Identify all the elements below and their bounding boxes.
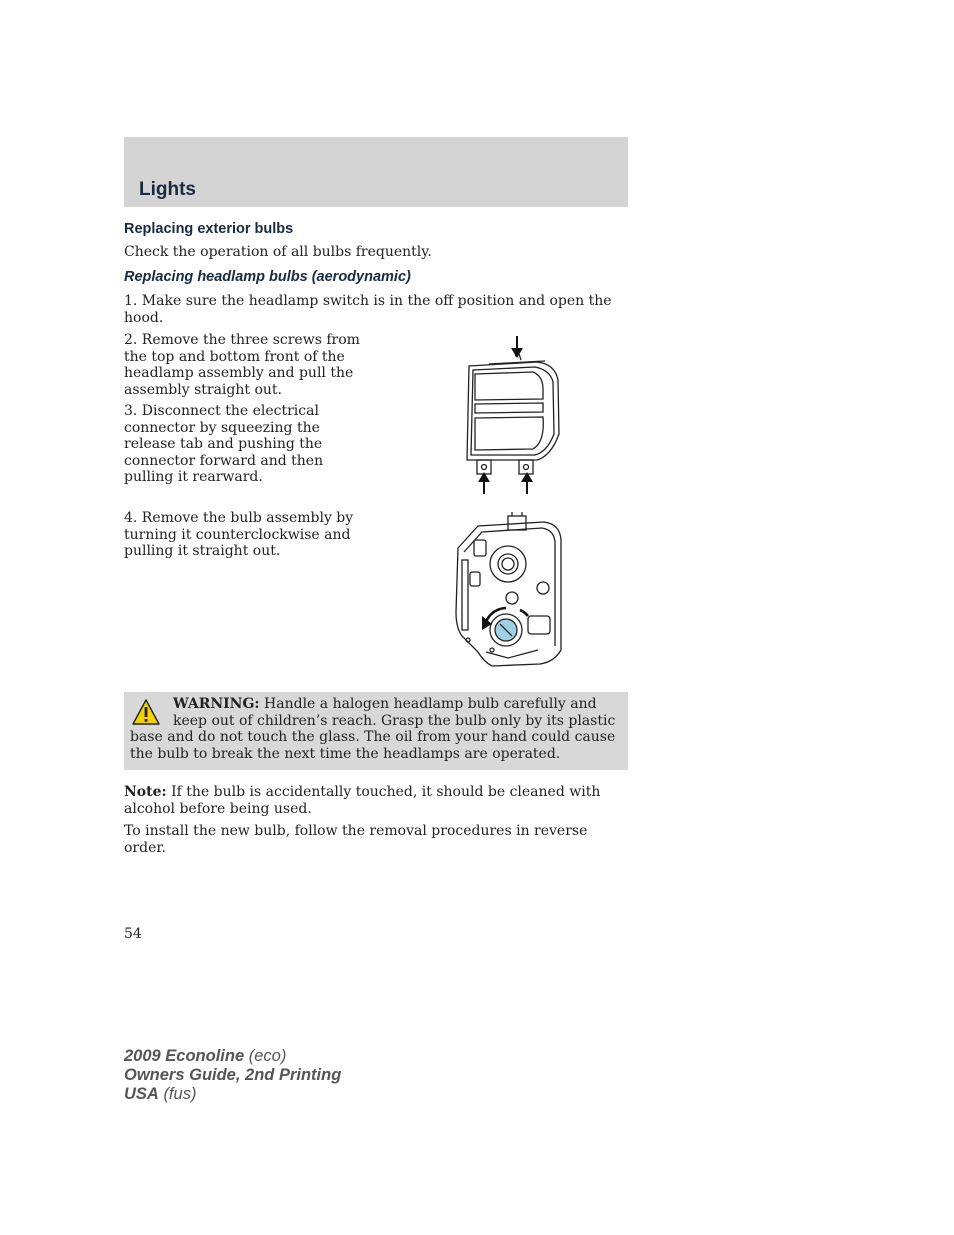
- footer-edition: Owners Guide, 2nd Printing: [124, 1066, 342, 1084]
- step-2: 2. Remove the three screws from the top and bottom front of the headlamp assembly and pull the assembly straight out.: [124, 332, 360, 398]
- install-paragraph: To install the new bulb, follow the removal procedures in reverse order.: [124, 823, 588, 856]
- section-heading: Replacing exterior bulbs: [124, 221, 294, 237]
- footer-line-1: [124, 1047, 341, 1066]
- step-4: 4. Remove the bulb assembly by turning it counterclockwise and pulling it straight out.: [124, 510, 354, 559]
- intro-paragraph: Check the operation of all bulbs frequently.: [124, 244, 432, 260]
- footer-line-3: [124, 1085, 341, 1104]
- section-header-band: [124, 137, 628, 207]
- footer-line-2: [124, 1066, 341, 1085]
- page-title: Lights: [139, 179, 196, 200]
- footer-imprint: [124, 1047, 341, 1104]
- warning-body: Handle a halogen headlamp bulb carefully and keep out of children’s reach. Grasp the bulb only by its plastic base and do not touch the glass. The oil from your hand could cause the bulb to break the next time the headlamps are operated.: [130, 696, 616, 762]
- note-label: Note:: [124, 784, 167, 800]
- footer-region-code: (fus): [163, 1085, 197, 1103]
- warning-box: [124, 692, 628, 770]
- footer-region: USA: [124, 1085, 159, 1103]
- step-1: 1. Make sure the headlamp switch is in the off position and open the hood.: [124, 293, 612, 326]
- note-body: If the bulb is accidentally touched, it should be cleaned with alcohol before being used.: [124, 784, 601, 817]
- page-number: 54: [124, 926, 142, 942]
- warning-label: WARNING:: [173, 696, 260, 712]
- footer-model: 2009 Econoline: [124, 1047, 245, 1065]
- warning-text: [130, 696, 620, 762]
- subsection-heading: Replacing headlamp bulbs (aerodynamic): [124, 269, 411, 285]
- note-paragraph: [124, 784, 614, 817]
- bulb-removal-illustration: [448, 512, 566, 674]
- headlamp-assembly-illustration: [455, 334, 575, 496]
- footer-model-code: (eco): [248, 1047, 287, 1065]
- step-3: 3. Disconnect the electrical connector by squeezing the release tab and pushing the connector forward and then pulling it rearward.: [124, 403, 324, 485]
